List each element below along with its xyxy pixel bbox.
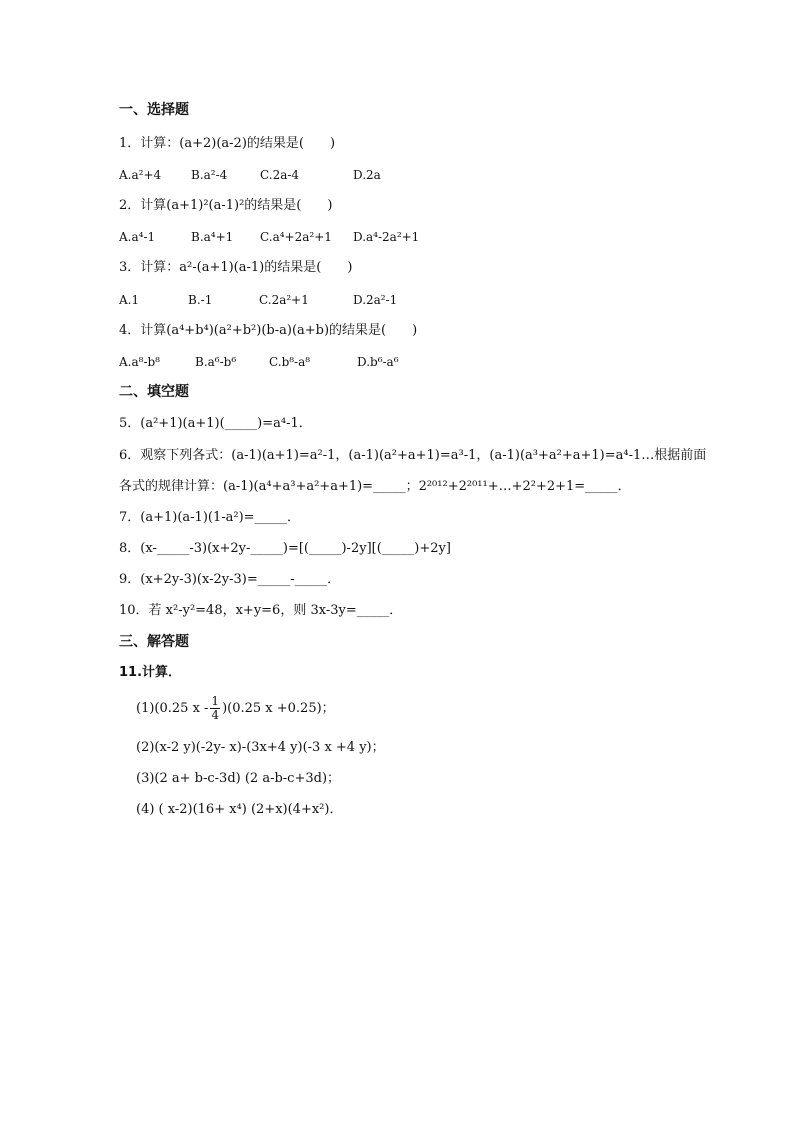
- option-b: B.a⁶-b⁶: [195, 355, 237, 369]
- question-11-title: 11.计算．: [119, 665, 182, 680]
- question-11-part-4: (4) ( x-2)(16+ x⁴) (2+x)(4+x²)．: [136, 802, 343, 817]
- option-a: A.1: [119, 293, 140, 307]
- question-10: 10．若 x²-y²=48，x+y=6，则 3x-3y=_____．: [119, 603, 403, 618]
- fraction-numerator: 1: [211, 694, 220, 708]
- option-c: C.2a-4: [260, 168, 300, 182]
- question-6-line-2: 各式的规律计算：(a-1)(a⁴+a³+a²+a+1)=_____；2²⁰¹²+2²⁰¹¹+…+2²+2+1=_____．: [119, 479, 631, 494]
- question-7: 7．(a+1)(a-1)(1-a²)=_____．: [119, 510, 301, 525]
- question-3-stem: 3．计算：a²-(a+1)(a-1)的结果是( ): [119, 260, 353, 275]
- question-8: 8．(x-_____-3)(x+2y-_____)=[(_____)-2y][(_____)+2y]: [119, 541, 451, 556]
- question-4-stem: 4．计算(a⁴+b⁴)(a²+b²)(b-a)(a+b)的结果是( ): [119, 323, 418, 338]
- section-title-solve: 三、解答题: [119, 634, 189, 650]
- question-9: 9．(x+2y-3)(x-2y-3)=_____-_____．: [119, 572, 341, 587]
- question-2-stem: 2．计算(a+1)²(a-1)²的结果是( ): [119, 198, 333, 213]
- section-title-fill: 二、填空题: [119, 384, 189, 400]
- option-a: A.a⁴-1: [119, 230, 156, 244]
- option-c: C.a⁴+2a²+1: [260, 230, 332, 244]
- question-11-part-1: [136, 695, 335, 722]
- option-d: D.2a: [353, 168, 381, 182]
- option-d: D.b⁶-a⁶: [357, 355, 399, 369]
- option-a: A.a⁸-b⁸: [119, 355, 160, 369]
- option-b: B.a²-4: [191, 168, 228, 182]
- section-title-choice: 一、选择题: [119, 102, 189, 118]
- option-b: B.-1: [188, 293, 213, 307]
- part-1-prefix: (1)(0.25 x -: [136, 701, 209, 716]
- question-11-part-2: (2)(x-2 y)(-2y- x)-(3x+4 y)(-3 x +4 y)；: [136, 740, 385, 755]
- option-c: C.b⁸-a⁸: [269, 355, 311, 369]
- question-6-line-1: 6．观察下列各式：(a-1)(a+1)=a²-1，(a-1)(a²+a+1)=a³-1，(a-1)(a³+a²+a+1)=a⁴-1…根据前面: [119, 448, 707, 463]
- question-1-stem: 1．计算：(a+2)(a-2)的结果是( ): [119, 136, 336, 151]
- part-1-suffix: )(0.25 x +0.25)；: [222, 701, 335, 716]
- option-c: C.2a²+1: [259, 293, 309, 307]
- option-d: D.a⁴-2a²+1: [353, 230, 420, 244]
- question-11-part-3: (3)(2 a+ b-c-3d) (2 a-b-c+3d)；: [136, 771, 341, 786]
- fraction-denominator: 4: [211, 708, 220, 722]
- question-5: 5．(a²+1)(a+1)(_____)=a⁴-1．: [119, 416, 312, 431]
- fraction-one-quarter: [210, 695, 220, 722]
- option-b: B.a⁴+1: [191, 230, 234, 244]
- option-d: D.2a²-1: [353, 293, 398, 307]
- option-a: A.a²+4: [119, 168, 162, 182]
